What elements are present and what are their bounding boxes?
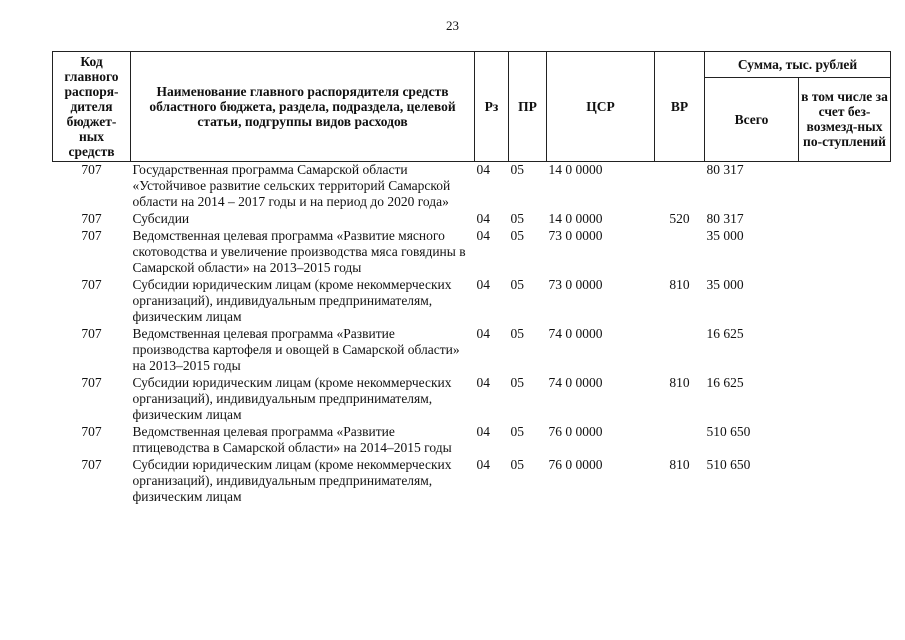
table-row [53, 424, 891, 457]
cell-csr: 74 0 0000 [548, 326, 603, 341]
cell-free [799, 277, 891, 326]
cell-vr [655, 326, 705, 375]
cell-csr: 73 0 0000 [548, 277, 603, 292]
cell-total: 510 650 [706, 457, 751, 472]
cell-total: 510 650 [706, 424, 751, 439]
cell-rz: 04 [476, 162, 490, 177]
cell-free [799, 375, 891, 424]
cell-pr: 05 [510, 162, 524, 177]
cell-csr: 14 0 0000 [548, 162, 603, 177]
header-free: в том числе за счет без-возмезд-ных по-ступлений [799, 77, 891, 161]
cell-name: Субсидии юридическим лицам (кроме некоммерческих организаций), индивидуальным предпринимателям, физическим лицам [132, 457, 452, 504]
table-header [53, 52, 891, 162]
cell-vr [655, 228, 705, 277]
cell-total: 80 317 [706, 162, 744, 177]
cell-free [799, 424, 891, 457]
cell-total: 35 000 [706, 277, 744, 292]
cell-csr: 76 0 0000 [548, 457, 603, 472]
table-row [53, 326, 891, 375]
cell-name: Субсидии [132, 211, 190, 226]
budget-table [52, 51, 891, 506]
cell-rz: 04 [476, 375, 490, 390]
cell-vr [655, 162, 705, 212]
cell-code: 707 [81, 424, 102, 439]
cell-free [799, 326, 891, 375]
cell-code: 707 [81, 211, 102, 226]
table-row [53, 162, 891, 212]
cell-vr: 520 [669, 211, 690, 226]
header-rz: Рз [475, 52, 509, 162]
header-sum: Сумма, тыс. рублей [705, 52, 891, 78]
cell-vr: 810 [669, 375, 690, 390]
table-row [53, 375, 891, 424]
cell-code: 707 [81, 375, 102, 390]
cell-pr: 05 [510, 228, 524, 243]
header-vr: ВР [655, 52, 705, 162]
cell-rz: 04 [476, 424, 490, 439]
page-number: 23 [446, 18, 459, 33]
cell-pr: 05 [510, 457, 524, 472]
cell-code: 707 [81, 277, 102, 292]
cell-free [799, 162, 891, 212]
cell-name: Ведомственная целевая программа «Развитие мясного скотоводства и увеличение производства мяса говядины в Самарской области» на 2013–2015 годы [132, 228, 466, 275]
cell-free [799, 228, 891, 277]
header-pr: ПР [509, 52, 547, 162]
cell-pr: 05 [510, 326, 524, 341]
table-row [53, 211, 891, 228]
cell-total: 80 317 [706, 211, 744, 226]
cell-pr: 05 [510, 375, 524, 390]
cell-name: Субсидии юридическим лицам (кроме некоммерческих организаций), индивидуальным предпринимателям, физическим лицам [132, 375, 452, 422]
cell-code: 707 [81, 162, 102, 177]
cell-pr: 05 [510, 211, 524, 226]
cell-code: 707 [81, 228, 102, 243]
cell-name: Ведомственная целевая программа «Развитие птицеводства в Самарской области» на 2014–2015 годы [132, 424, 452, 455]
header-name: Наименование главного распорядителя средств областного бюджета, раздела, подраздела, целевой статьи, подгруппы видов расходов [131, 52, 475, 162]
cell-free [799, 457, 891, 506]
table-row [53, 457, 891, 506]
cell-name: Государственная программа Самарской области «Устойчивое развитие сельских территорий Самарской области на 2014 – 2017 годы и на период до 2020 года» [132, 162, 451, 209]
cell-vr: 810 [669, 457, 690, 472]
table-row [53, 277, 891, 326]
cell-code: 707 [81, 457, 102, 472]
header-code: Код главного распоря-дителя бюджет-ных средств [53, 52, 131, 162]
cell-total: 16 625 [706, 375, 744, 390]
cell-free [799, 211, 891, 228]
cell-total: 16 625 [706, 326, 744, 341]
cell-csr: 74 0 0000 [548, 375, 603, 390]
cell-vr: 810 [669, 277, 690, 292]
cell-rz: 04 [476, 228, 490, 243]
cell-total: 35 000 [706, 228, 744, 243]
cell-name: Ведомственная целевая программа «Развитие производства картофеля и овощей в Самарской области» на 2013–2015 годы [132, 326, 460, 373]
header-csr: ЦСР [547, 52, 655, 162]
cell-csr: 76 0 0000 [548, 424, 603, 439]
cell-name: Субсидии юридическим лицам (кроме некоммерческих организаций), индивидуальным предпринимателям, физическим лицам [132, 277, 452, 324]
cell-rz: 04 [476, 326, 490, 341]
cell-pr: 05 [510, 277, 524, 292]
table-row [53, 228, 891, 277]
table-body [53, 162, 891, 507]
cell-rz: 04 [476, 211, 490, 226]
cell-pr: 05 [510, 424, 524, 439]
cell-rz: 04 [476, 277, 490, 292]
cell-csr: 14 0 0000 [548, 211, 603, 226]
header-total: Всего [705, 77, 799, 161]
cell-csr: 73 0 0000 [548, 228, 603, 243]
cell-vr [655, 424, 705, 457]
cell-code: 707 [81, 326, 102, 341]
cell-rz: 04 [476, 457, 490, 472]
